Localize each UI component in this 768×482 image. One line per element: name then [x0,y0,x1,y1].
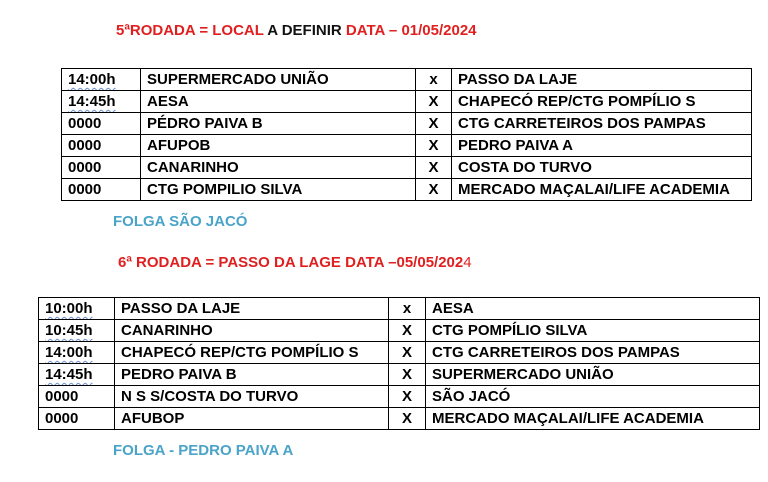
match-time: 0000 [62,157,141,179]
table-row [39,320,760,342]
round5-bye-team: FOLGA SÃO JACÓ [113,213,248,230]
match-time: 10:45h [39,320,115,342]
home-team: PASSO DA LAJE [115,298,389,320]
home-team: CANARINHO [141,157,416,179]
home-team: AFUBOP [115,408,389,430]
home-team: PEDRO PAIVA B [115,364,389,386]
versus-mark: X [389,364,426,386]
match-time: 10:00h [39,298,115,320]
table-row [62,179,752,201]
round6-heading [118,254,472,271]
table-row [39,342,760,364]
home-team: AESA [141,91,416,113]
home-team: SUPERMERCADO UNIÃO [141,69,416,91]
round5-heading [116,22,477,39]
round5-heading-round: 5ªRODADA = LOCAL [116,22,264,39]
away-team: SÃO JACÓ [426,386,760,408]
match-time: 14:45h [62,91,141,113]
home-team: N S S/COSTA DO TURVO [115,386,389,408]
versus-mark: x [389,298,426,320]
home-team: CANARINHO [115,320,389,342]
home-team: CTG POMPILIO SILVA [141,179,416,201]
away-team: MERCADO MAÇALAI/LIFE ACADEMIA [452,179,752,201]
home-team: CHAPECÓ REP/CTG POMPÍLIO S [115,342,389,364]
away-team: PEDRO PAIVA A [452,135,752,157]
away-team: CTG CARRETEIROS DOS PAMPAS [426,342,760,364]
table-row [62,91,752,113]
round6-heading-main: 6ª RODADA = PASSO DA LAGE DATA –05/05/202 [118,254,464,271]
table-row [39,386,760,408]
table-row [62,157,752,179]
versus-mark: x [416,69,452,91]
versus-mark: X [416,91,452,113]
versus-mark: X [416,157,452,179]
away-team: COSTA DO TURVO [452,157,752,179]
match-time: 0000 [39,386,115,408]
versus-mark: X [389,320,426,342]
match-time: 14:45h [39,364,115,386]
round5-heading-date: DATA – 01/05/2024 [345,22,477,39]
table-row [62,135,752,157]
match-time: 14:00h [39,342,115,364]
match-time: 0000 [39,408,115,430]
home-team: PÉDRO PAIVA B [141,113,416,135]
versus-mark: X [416,179,452,201]
table-row [39,364,760,386]
match-time: 0000 [62,179,141,201]
away-team: CTG CARRETEIROS DOS PAMPAS [452,113,752,135]
away-team: MERCADO MAÇALAI/LIFE ACADEMIA [426,408,760,430]
away-team: CHAPECÓ REP/CTG POMPÍLIO S [452,91,752,113]
away-team: AESA [426,298,760,320]
away-team: PASSO DA LAJE [452,69,752,91]
versus-mark: X [416,135,452,157]
table-row [39,408,760,430]
table-row [62,113,752,135]
match-time: 0000 [62,135,141,157]
round5-fixtures-table [61,68,752,201]
home-team: AFUPOB [141,135,416,157]
round6-heading-year-end: 4 [463,254,472,271]
versus-mark: X [389,386,426,408]
versus-mark: X [416,113,452,135]
versus-mark: X [389,408,426,430]
away-team: CTG POMPÍLIO SILVA [426,320,760,342]
match-time: 14:00h [62,69,141,91]
round5-heading-location: A DEFINIR [263,22,346,39]
versus-mark: X [389,342,426,364]
round6-fixtures-table [38,297,760,430]
away-team: SUPERMERCADO UNIÃO [426,364,760,386]
table-row [62,69,752,91]
table-row [39,298,760,320]
round6-bye-team: FOLGA - PEDRO PAIVA A [113,442,294,459]
match-time: 0000 [62,113,141,135]
